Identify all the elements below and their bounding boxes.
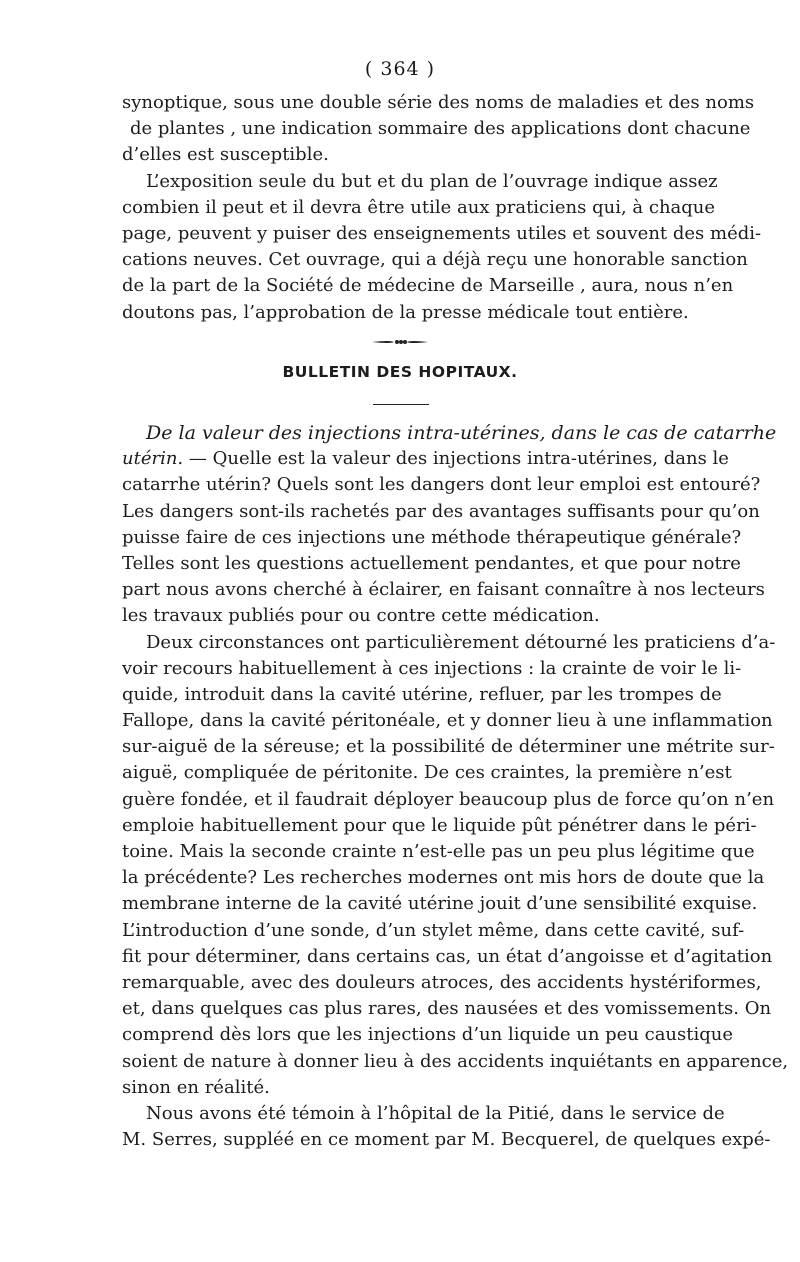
text-line: fit pour déterminer, dans certains cas, un état d’angoisse et d’agitation — [122, 945, 773, 967]
text-line: remarquable, avec des douleurs atroces, des accidents hystériformes, — [122, 971, 762, 993]
text-line: de plantes , une indication sommaire des applications dont chacune — [130, 118, 751, 140]
intro-paragraph — [122, 90, 755, 169]
text-line: aiguë, compliquée de péritonite. De ces craintes, la première n’est — [122, 762, 732, 784]
text-line: sinon en réalité. — [122, 1076, 270, 1098]
text-line: les travaux publiés pour ou contre cette médication. — [122, 605, 600, 627]
text-line: Fallope, dans la cavité péritonéale, et y donner lieu à une inflammation — [122, 710, 773, 732]
text-line: synoptique, sous une double série des noms de maladies et des noms — [122, 92, 755, 113]
text-line: quide, introduit dans la cavité utérine, refluer, par les trompes de — [122, 683, 722, 705]
text-line: soient de nature à donner lieu à des accidents inquiétants en apparence, — [122, 1050, 789, 1072]
text-line: Nous avons été témoin à l’hôpital de la Pitié, dans le service de — [146, 1102, 725, 1124]
text-line: d’elles est susceptible. — [122, 144, 329, 166]
text-line: toine. Mais la seconde crainte n’est-elle pas un peu plus légitime que — [122, 841, 755, 862]
text-line: de la part de la Société de médecine de Marseille , aura, nous n’en — [122, 275, 734, 297]
text-line: combien il peut et il devra être utile aux praticiens qui, à chaque — [122, 196, 716, 218]
text-line: Les dangers sont-ils rachetés par des avantages suffisants pour qu’on — [122, 500, 760, 522]
text-line: L’introduction d’une sonde, d’un stylet même, dans cette cavité, suf- — [122, 919, 745, 941]
text-line: cations neuves. Cet ouvrage, qui a déjà reçu une honorable sanction — [122, 249, 748, 271]
text-line: membrane interne de la cavité utérine jouit d’une sensibilité exquise. — [122, 893, 758, 915]
text-line: et, dans quelques cas plus rares, des nausées et des vomissements. On — [122, 998, 772, 1020]
article-heading-line: De la valeur des injections intra-utérines, dans le cas de catarrhe — [146, 422, 777, 444]
text-line: Telles sont les questions actuellement pendantes, et que pour notre — [122, 552, 741, 574]
text-line: la précédente? Les recherches modernes ont mis hors de doute que la — [122, 867, 765, 889]
page-number: ( 364 ) — [364, 58, 436, 80]
text-line: guère fondée, et il faudrait déployer beaucoup plus de force qu’on n’en — [122, 788, 775, 810]
section-title: BULLETIN DES HOPITAUX. — [282, 363, 518, 381]
text-line: Deux circonstances ont particulièrement détourné les praticiens d’a- — [146, 631, 776, 653]
text-line: voir recours habituellement à ces injections : la crainte de voir le li- — [122, 657, 742, 679]
ornament-divider-icon — [370, 337, 430, 347]
text-line: M. Serres, suppléé en ce moment par M. Becquerel, de quelques expé- — [122, 1129, 771, 1151]
text-line: puisse faire de ces injections une méthode thérapeutique générale? — [122, 526, 742, 548]
text-line: catarrhe utérin? Quels sont les dangers dont leur emploi est entouré? — [122, 474, 761, 496]
text-line — [122, 446, 729, 472]
text-line: page, peuvent y puiser des enseignements utiles et souvent des médi- — [122, 222, 762, 244]
text-line: comprend dès lors que les injections d’un liquide un peu caustique — [122, 1024, 734, 1046]
exposition-paragraph — [122, 169, 762, 326]
article-heading-end: utérin. — [122, 448, 184, 470]
section-rule — [373, 404, 429, 405]
text-line: sur-aiguë de la séreuse; et la possibilité de déterminer une métrite sur- — [122, 736, 775, 758]
text-line: part nous avons cherché à éclairer, en faisant connaître à nos lecteurs — [122, 579, 765, 601]
text-line: doutons pas, l’approbation de la presse médicale tout entière. — [122, 301, 689, 323]
article-body — [122, 420, 789, 1153]
article-first-line-rest: — Quelle est la valeur des injections intra-utérines, dans le — [183, 448, 729, 470]
text-line: emploie habituellement pour que le liquide pût pénétrer dans le péri- — [122, 814, 757, 836]
text-line: L’exposition seule du but et du plan de l’ouvrage indique assez — [146, 170, 718, 192]
